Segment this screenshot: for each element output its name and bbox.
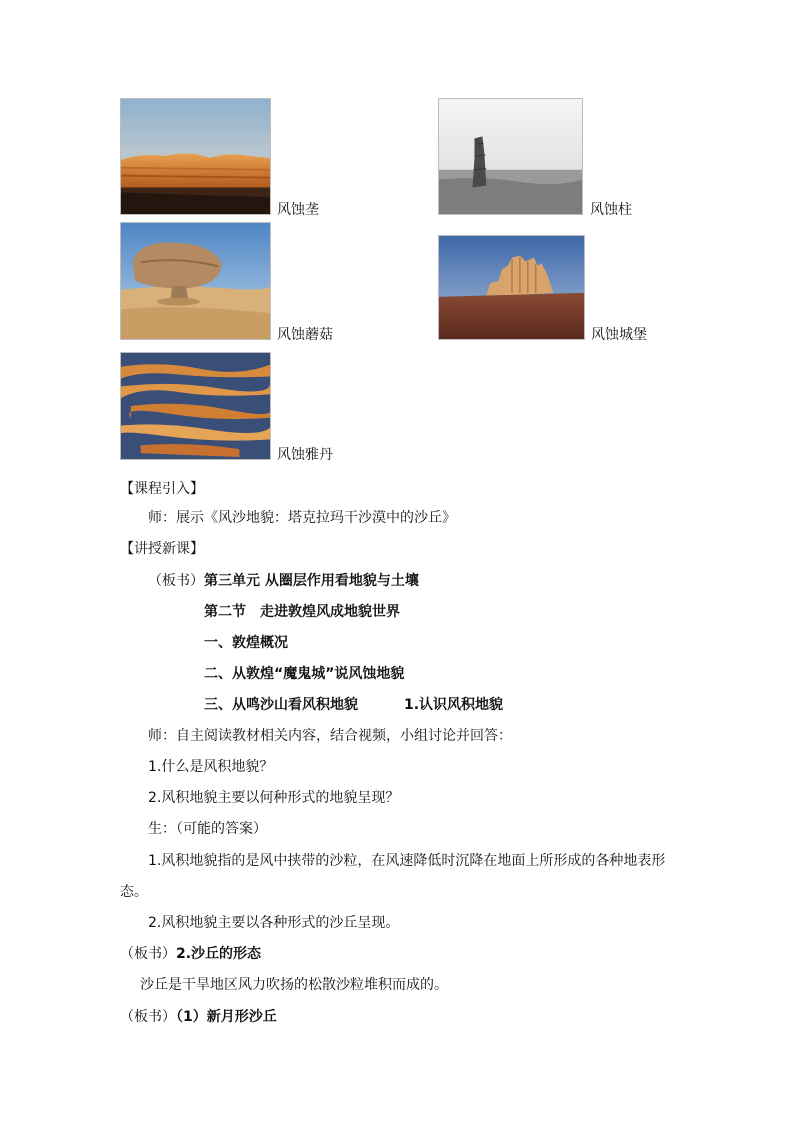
answer-1-line-1: 1.风积地貌指的是风中挟带的沙粒，在风速降低时沉降在地面上所形成的各种地表形 (148, 853, 666, 869)
outline-item-3: 三、从鸣沙山看风积地貌 (204, 697, 358, 713)
dune-definition: 沙丘是干旱地区风力吹扬的松散沙粒堆积而成的。 (140, 977, 448, 993)
answer-1-line-2: 态。 (120, 884, 148, 900)
board-crescent-dune (120, 1008, 277, 1026)
crescent-dune-title: （1）新月形沙丘 (176, 1009, 277, 1025)
wind-pillar-photo (438, 98, 583, 215)
yardang-landform-photo (120, 352, 271, 460)
board-dune-shape (120, 945, 261, 963)
section-heading-intro: 【课程引入】 (120, 481, 204, 497)
question-2: 2.风积地貌主要以何种形式的地貌呈现？ (148, 790, 400, 806)
student-label: 生：（可能的答案） (148, 821, 267, 837)
mushroom-rock-photo (120, 222, 271, 340)
figure-caption: 风蚀柱 (590, 202, 632, 218)
board-prefix: （板书） (148, 573, 204, 589)
teacher-prompt: 师：自主阅读教材相关内容，结合视频，小组讨论并回答： (148, 728, 512, 744)
answer-2: 2.风积地貌主要以各种形式的沙丘呈现。 (148, 915, 400, 931)
wind-castle-photo (438, 235, 585, 340)
figure-caption: 风蚀雅丹 (277, 447, 333, 463)
board-prefix: （板书） (120, 1009, 176, 1025)
yardang-ridge-photo (120, 98, 271, 215)
section-title: 第二节 走进敦煌风成地貌世界 (204, 604, 400, 620)
unit-title: 第三单元 从圈层作用看地貌与土壤 (204, 573, 419, 589)
question-1: 1.什么是风积地貌？ (148, 759, 274, 775)
board-unit (148, 572, 419, 590)
dune-shape-title: 2.沙丘的形态 (176, 946, 262, 962)
board-prefix: （板书） (120, 946, 176, 962)
figure-caption: 风蚀城堡 (591, 327, 647, 343)
figure-caption: 风蚀蘑菇 (277, 327, 333, 343)
teacher-intro: 师：展示《风沙地貌：塔克拉玛干沙漠中的沙丘》 (148, 510, 456, 526)
outline-item-1: 一、敦煌概况 (204, 635, 288, 651)
outline-item-2: 二、从敦煌“魔鬼城”说风蚀地貌 (204, 666, 405, 682)
outline-item-3-sub: 1.认识风积地貌 (404, 697, 504, 713)
section-heading-new-lesson: 【讲授新课】 (120, 541, 204, 557)
figure-caption: 风蚀垄 (277, 202, 319, 218)
